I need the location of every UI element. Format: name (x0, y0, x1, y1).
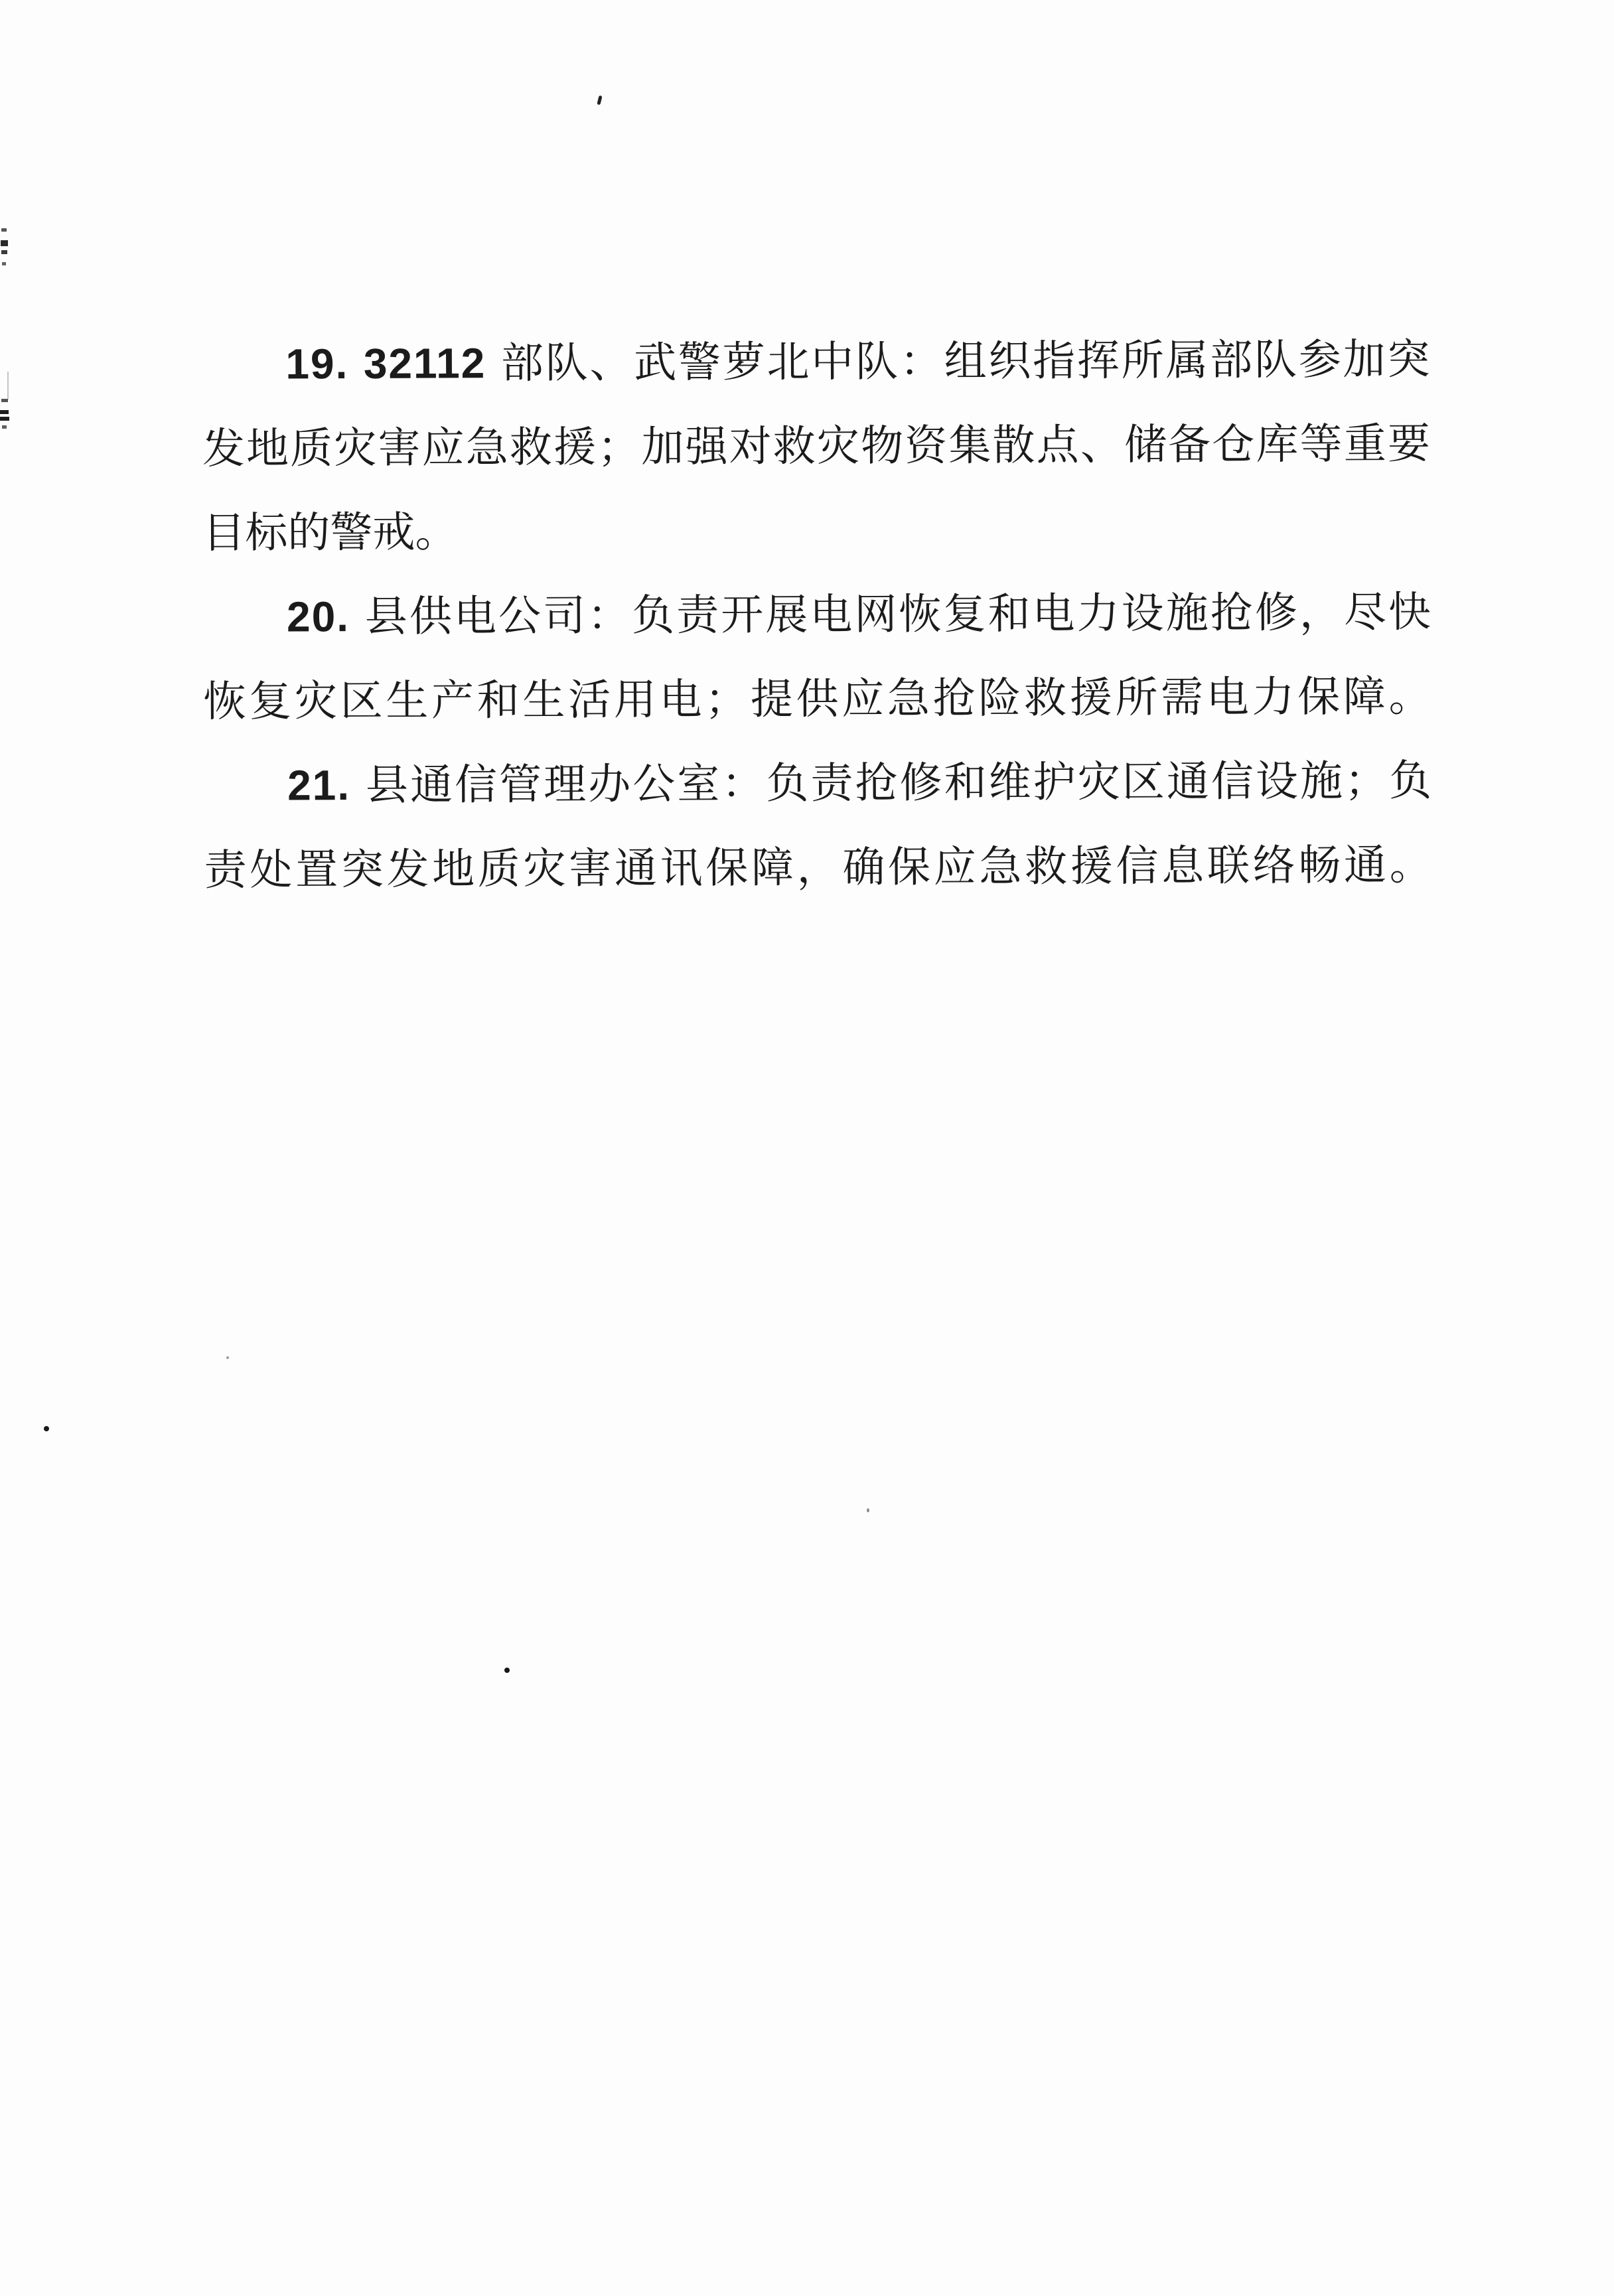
paragraph-19-line-3: 目标的警戒。 (202, 508, 458, 557)
line-text: 部队、武警萝北中队：组织指挥所属部队参加突 (500, 335, 1430, 388)
line-text: 县通信管理办公室：负责抢修和维护灾区通信设施；负 (365, 756, 1432, 809)
scan-mark (1, 250, 7, 254)
line-text: 县供电公司：负责开展电网恢复和电力设施抢修，尽快 (364, 588, 1431, 640)
scan-mark (1, 240, 8, 246)
list-number: 21. (287, 760, 366, 810)
paragraph-21-line-1 (204, 739, 1432, 828)
scan-speck (867, 1508, 869, 1512)
scan-speck (597, 96, 602, 106)
scan-mark (1, 399, 8, 402)
paragraph-20-line-1 (203, 570, 1431, 660)
paragraph-20-line-2: 恢复灾区生产和生活用电；提供应急抢险救援所需电力保障。 (203, 672, 1431, 726)
paragraph-21-line-2: 责处置突发地质灾害通讯保障，确保应急救援信息联络畅通。 (204, 841, 1432, 895)
scan-mark (2, 425, 7, 429)
scan-speck (226, 1356, 229, 1359)
list-number: 20. (286, 592, 365, 641)
paragraph-19-line-2: 发地质灾害应急救援；加强对救灾物资集散点、储备仓库等重要 (202, 419, 1431, 473)
scan-mark (0, 417, 9, 421)
paragraph-19-line-1 (202, 317, 1430, 407)
list-number: 19. 32112 (285, 339, 502, 388)
document-text-block (202, 317, 1432, 912)
scan-mark (1, 228, 7, 232)
scan-speck (44, 1426, 49, 1431)
scan-mark (0, 410, 9, 414)
scan-speck (504, 1668, 510, 1673)
scan-mark (7, 372, 9, 399)
scan-mark (2, 262, 6, 265)
